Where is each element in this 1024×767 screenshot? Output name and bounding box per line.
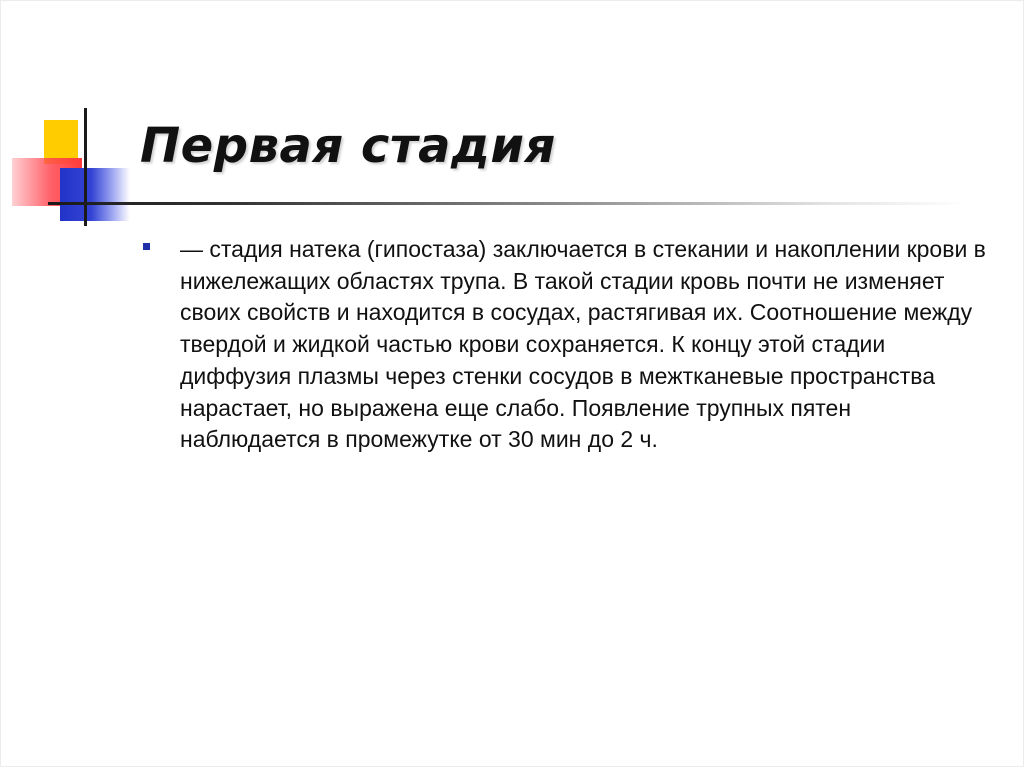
bullet-square-icon bbox=[143, 243, 150, 250]
bullet-text: — стадия натека (гипостаза) заключается в стекании и накоплении крови в нижележащих областях трупа. В такой стадии кровь почти не изменяет своих свойств и находится в сосудах, растягивая их. Соотношение между твердой и жидкой частью крови сохраняется. К концу этой стадии диффузия плазмы через стенки сосудов в межтканевые пространства нарастает, но выражена еще слабо. Появление трупных пятен наблюдается в промежутке от 30 мин до 2 ч. bbox=[180, 236, 986, 453]
title-underline bbox=[48, 202, 968, 205]
ornament-vertical-line bbox=[84, 108, 87, 226]
slide-title: Первая стадия bbox=[140, 118, 556, 174]
ornament-blue-square bbox=[60, 168, 130, 221]
